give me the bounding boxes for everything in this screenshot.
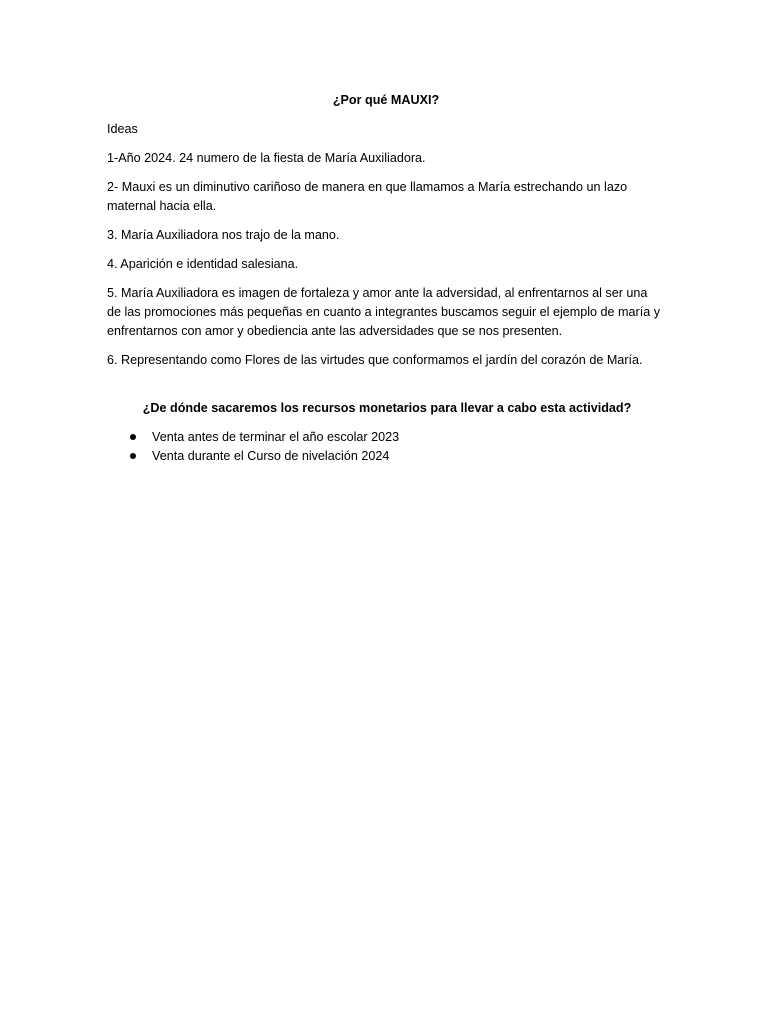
paragraph-1: 1-Año 2024. 24 numero de la fiesta de María Auxiliadora. — [107, 151, 426, 165]
paragraph-3: 3. María Auxiliadora nos trajo de la mano. — [107, 228, 340, 242]
paragraph-4: 4. Aparición e identidad salesiana. — [107, 257, 299, 271]
paragraph-5: 5. María Auxiliadora es imagen de fortaleza y amor ante la adversidad, al enfrentarnos al ser una de las promociones más pequeñas en cuanto a integrantes buscamos seguir el ejemplo de maría y enfrentarnos con amor y obediencia ante las adversidades que se nos presenten. — [107, 286, 661, 338]
bullet-list — [107, 428, 663, 466]
bullet-item — [107, 428, 663, 447]
paragraph-6: 6. Representando como Flores de las virtudes que conformamos el jardín del corazón de María. — [107, 353, 643, 367]
blank-line — [107, 380, 663, 399]
document-title: ¿Por qué MAUXI? — [332, 93, 440, 107]
paragraph-ideas: Ideas — [107, 122, 138, 136]
document-body — [107, 91, 663, 466]
bullet-text: Venta antes de terminar el año escolar 2023 — [152, 430, 400, 444]
bullet-item — [107, 447, 663, 466]
bullet-text: Venta durante el Curso de nivelación 2024 — [152, 449, 390, 463]
paragraph-2: 2- Mauxi es un diminutivo cariñoso de manera en que llamamos a María estrechando un lazo maternal hacia ella. — [107, 180, 628, 213]
bullet-dot-icon — [130, 453, 136, 459]
bullet-dot-icon — [130, 434, 136, 440]
section-subtitle: ¿De dónde sacaremos los recursos monetarios para llevar a cabo esta actividad? — [142, 401, 632, 415]
